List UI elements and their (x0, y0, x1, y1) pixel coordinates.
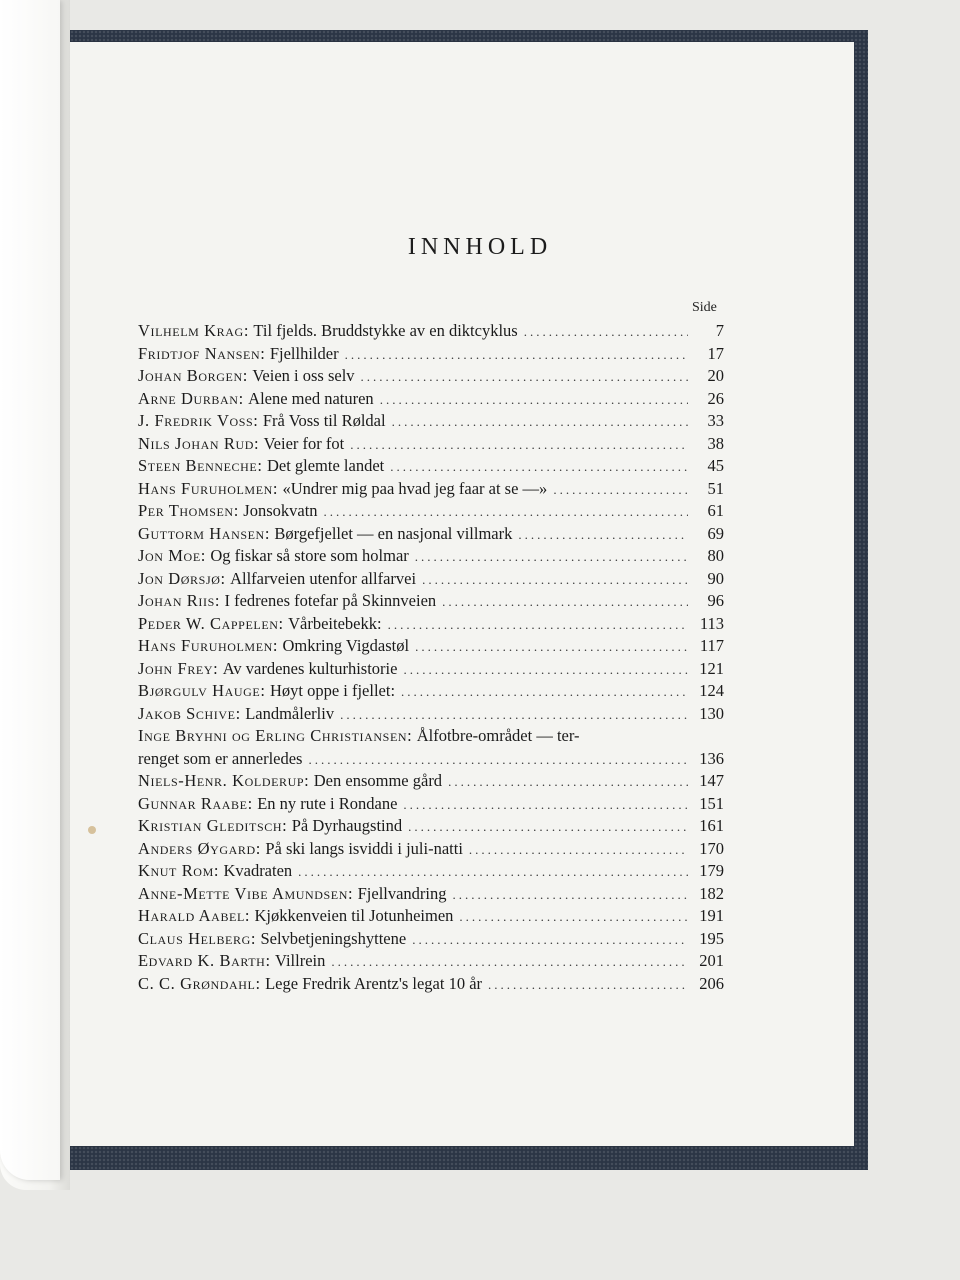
dot-leader (448, 771, 688, 794)
toc-title: Vårbeitebekk: (288, 613, 382, 633)
toc-entry (138, 725, 724, 748)
dot-leader (469, 839, 688, 862)
dot-leader (442, 591, 688, 614)
toc-entry (138, 905, 724, 928)
toc-page-number: 130 (699, 703, 724, 723)
toc-entry (138, 635, 724, 658)
toc-author: Per Thomsen (138, 501, 234, 520)
toc-entry (138, 973, 724, 996)
toc-author: Fridtjof Nansen (138, 343, 261, 363)
dot-leader (380, 389, 688, 412)
dot-leader (401, 681, 688, 704)
dot-leader (324, 501, 688, 524)
toc-page-number: 20 (707, 366, 724, 385)
toc-page-number: 33 (707, 411, 724, 430)
toc-entry (138, 523, 724, 546)
dot-leader (298, 861, 688, 884)
author-separator: : (255, 973, 261, 993)
toc-title: Alene med naturen (248, 388, 374, 408)
toc-entry (138, 950, 724, 973)
toc-page-number: 17 (707, 343, 724, 363)
toc-title: Omkring Vigdastøl (282, 636, 410, 655)
toc-title: «Undrer mig paa hvad jeg faar at se —» (282, 478, 548, 498)
author-separator: : (220, 568, 226, 588)
dot-leader (524, 321, 688, 344)
toc-author: Niels-Henr. Kolderup (138, 771, 305, 790)
toc-entry (138, 770, 724, 793)
toc-entry (138, 658, 724, 681)
toc-title-continuation: renget som er annerledes (138, 748, 303, 768)
toc-title: Veien i oss selv (252, 366, 355, 385)
toc-page-number: 124 (699, 681, 724, 700)
toc-page-number: 170 (699, 838, 724, 858)
dot-leader (415, 636, 688, 659)
toc-entry (138, 568, 724, 591)
toc-author: Johan Riis (138, 591, 215, 610)
toc-title: Det glemte landet (266, 456, 385, 475)
toc-page-number: 136 (699, 748, 724, 768)
author-separator: : (348, 883, 353, 903)
toc-title: En ny rute i Rondane (257, 793, 398, 813)
dot-leader (408, 816, 688, 839)
toc-title: Den ensomme gård (313, 771, 443, 790)
toc-author: Hans Furuholmen (138, 636, 273, 655)
toc-page-number: 113 (699, 613, 724, 633)
toc-page-number: 151 (699, 793, 724, 813)
dot-leader (412, 929, 688, 952)
author-separator: : (250, 928, 256, 948)
toc-author: Gunnar Raabe (138, 793, 248, 813)
toc-page-number: 69 (707, 523, 724, 543)
author-separator: : (244, 906, 250, 925)
toc-author: Johan Borgen (138, 366, 243, 385)
toc-title: Børgefjellet — en nasjonal villmark (274, 523, 513, 543)
toc-entry (138, 500, 724, 523)
dot-leader (518, 524, 688, 547)
toc-author: Jon Moe (138, 546, 201, 565)
toc-title: Frå Voss til Røldal (262, 411, 386, 430)
author-separator: : (213, 861, 219, 880)
toc-title: Til fjelds. Bruddstykke av en diktcyklus (253, 321, 518, 340)
toc-entry (138, 343, 724, 366)
author-separator: : (233, 501, 239, 520)
author-separator: : (200, 546, 206, 565)
facing-page-edge (0, 0, 70, 1190)
dot-leader (388, 614, 688, 637)
dot-leader (308, 749, 688, 772)
toc-author: Vilhelm Krag (138, 321, 244, 340)
toc-page-number: 161 (699, 816, 724, 835)
toc-title: Landmålerliv (245, 703, 335, 723)
dot-leader (392, 411, 688, 434)
author-separator: : (254, 433, 259, 453)
toc-entry (138, 545, 724, 568)
toc-author: Anne-Mette Vibe Amundsen (138, 883, 349, 903)
toc-author: Jon Dørsjø (138, 568, 221, 588)
toc-entry (138, 860, 724, 883)
toc-page-number: 179 (699, 861, 724, 880)
toc-title: Kvadraten (223, 861, 293, 880)
toc-page-number: 90 (707, 568, 724, 588)
paper-stain (88, 826, 96, 834)
dot-leader (422, 569, 688, 592)
toc-page-number: 195 (699, 928, 724, 948)
toc-author: Knut Rom (138, 861, 214, 880)
author-separator: : (272, 636, 278, 655)
dot-leader (488, 974, 688, 997)
dot-leader (340, 704, 688, 727)
toc-entry (138, 883, 724, 906)
toc-entry (138, 388, 724, 411)
toc-page-number: 201 (699, 951, 724, 970)
toc-author: Peder W. Cappelen (138, 613, 279, 633)
dot-leader (553, 479, 688, 502)
toc-page-number: 45 (707, 456, 724, 475)
toc-entry (138, 433, 724, 456)
toc-page-number: 80 (707, 546, 724, 565)
author-separator: : (272, 478, 278, 498)
author-separator: : (243, 321, 249, 340)
toc-page-number: 7 (715, 321, 724, 340)
toc-author: C. C. Grøndahl (138, 973, 256, 993)
toc-author: Hans Furuholmen (138, 478, 273, 498)
toc-title: På ski langs isviddi i juli-natti (265, 838, 463, 858)
toc-title: Lege Fredrik Arentz's legat 10 år (265, 973, 483, 993)
dot-leader (415, 546, 688, 569)
toc-entry (138, 410, 724, 433)
toc-title: Og fiskar så store som holmar (210, 546, 409, 565)
toc-page-number: 26 (707, 388, 724, 408)
author-separator: : (247, 793, 253, 813)
author-separator: : (214, 591, 220, 610)
author-separator: : (213, 658, 218, 678)
toc-author: Anders Øygard (138, 838, 256, 858)
dot-leader (361, 366, 688, 389)
toc-page-number: 96 (707, 591, 724, 610)
toc-entry (138, 613, 724, 636)
toc-title: Allfarveien utenfor allfarvei (230, 568, 417, 588)
author-separator: : (257, 456, 262, 475)
toc-page-number: 61 (707, 501, 724, 520)
toc-page-number: 147 (699, 771, 724, 790)
author-separator: : (260, 681, 265, 700)
author-separator: : (235, 703, 241, 723)
dot-leader (345, 344, 688, 367)
toc-title: Kjøkkenveien til Jotunheimen (254, 906, 454, 925)
toc-entry (138, 793, 724, 816)
author-separator: : (242, 366, 248, 385)
dot-leader (403, 659, 688, 682)
toc-author: Harald Aabel (138, 906, 245, 925)
toc-author: J. Fredrik Voss (138, 411, 254, 430)
dot-leader (403, 794, 688, 817)
dot-leader (331, 951, 688, 974)
toc-title: Villrein (275, 951, 326, 970)
toc-entry (138, 365, 724, 388)
dot-leader (350, 434, 688, 457)
toc-entry (138, 838, 724, 861)
toc-page-number: 117 (699, 636, 724, 655)
toc-author: Arne Durban (138, 388, 239, 408)
dot-leader (453, 884, 688, 907)
toc-title: Høyt oppe i fjellet: (269, 681, 396, 700)
toc-title: Ålfotbre-området — ter- (416, 726, 580, 745)
toc-author: Jakob Schive (138, 703, 236, 723)
toc-title: Fjellvandring (357, 883, 447, 903)
toc-title: Jonsokvatn (243, 501, 318, 520)
toc-author: Steen Benneche (138, 456, 258, 475)
toc-page-number: 38 (707, 433, 724, 453)
author-separator: : (278, 613, 284, 633)
toc-entry (138, 590, 724, 613)
toc-author: Inge Bryhni og Erling Christiansen (138, 726, 408, 745)
author-separator: : (407, 726, 412, 745)
dot-leader (390, 456, 688, 479)
toc-title: I fedrenes fotefar på Skinnveien (224, 591, 437, 610)
dot-leader (459, 906, 688, 929)
table-of-contents (138, 320, 724, 995)
toc-title: På Dyrhaugstind (291, 816, 403, 835)
toc-heading: INNHOLD (407, 234, 553, 260)
toc-author: Claus Helberg (138, 928, 251, 948)
toc-title: Selvbetjeningshyttene (260, 928, 407, 948)
toc-title: Av vardenes kulturhistorie (222, 658, 398, 678)
toc-title: Fjellhilder (269, 343, 339, 363)
author-separator: : (265, 951, 271, 970)
toc-author: Edvard K. Barth (138, 951, 266, 970)
toc-entry (138, 320, 724, 343)
toc-entry (138, 680, 724, 703)
toc-page-number: 182 (699, 883, 724, 903)
toc-entry (138, 455, 724, 478)
toc-page-number: 191 (699, 906, 724, 925)
author-separator: : (260, 343, 265, 363)
toc-title: Veier for fot (263, 433, 345, 453)
author-separator: : (253, 411, 258, 430)
toc-author: John Frey (138, 658, 214, 678)
author-separator: : (304, 771, 309, 790)
toc-page-number: 121 (699, 658, 724, 678)
author-separator: : (255, 838, 261, 858)
author-separator: : (238, 388, 244, 408)
toc-page-number: 51 (707, 478, 724, 498)
toc-author: Guttorm Hansen (138, 523, 265, 543)
toc-entry (138, 928, 724, 951)
toc-entry (138, 478, 724, 501)
toc-author: Bjørgulv Hauge (138, 681, 261, 700)
author-separator: : (264, 523, 270, 543)
toc-author: Kristian Gleditsch (138, 816, 283, 835)
toc-entry (138, 815, 724, 838)
toc-author: Nils Johan Rud (138, 433, 254, 453)
page-column-label: Side (692, 300, 717, 315)
author-separator: : (282, 816, 287, 835)
toc-entry (138, 703, 724, 726)
toc-entry-continuation (138, 748, 724, 771)
toc-page-number: 206 (699, 973, 724, 993)
